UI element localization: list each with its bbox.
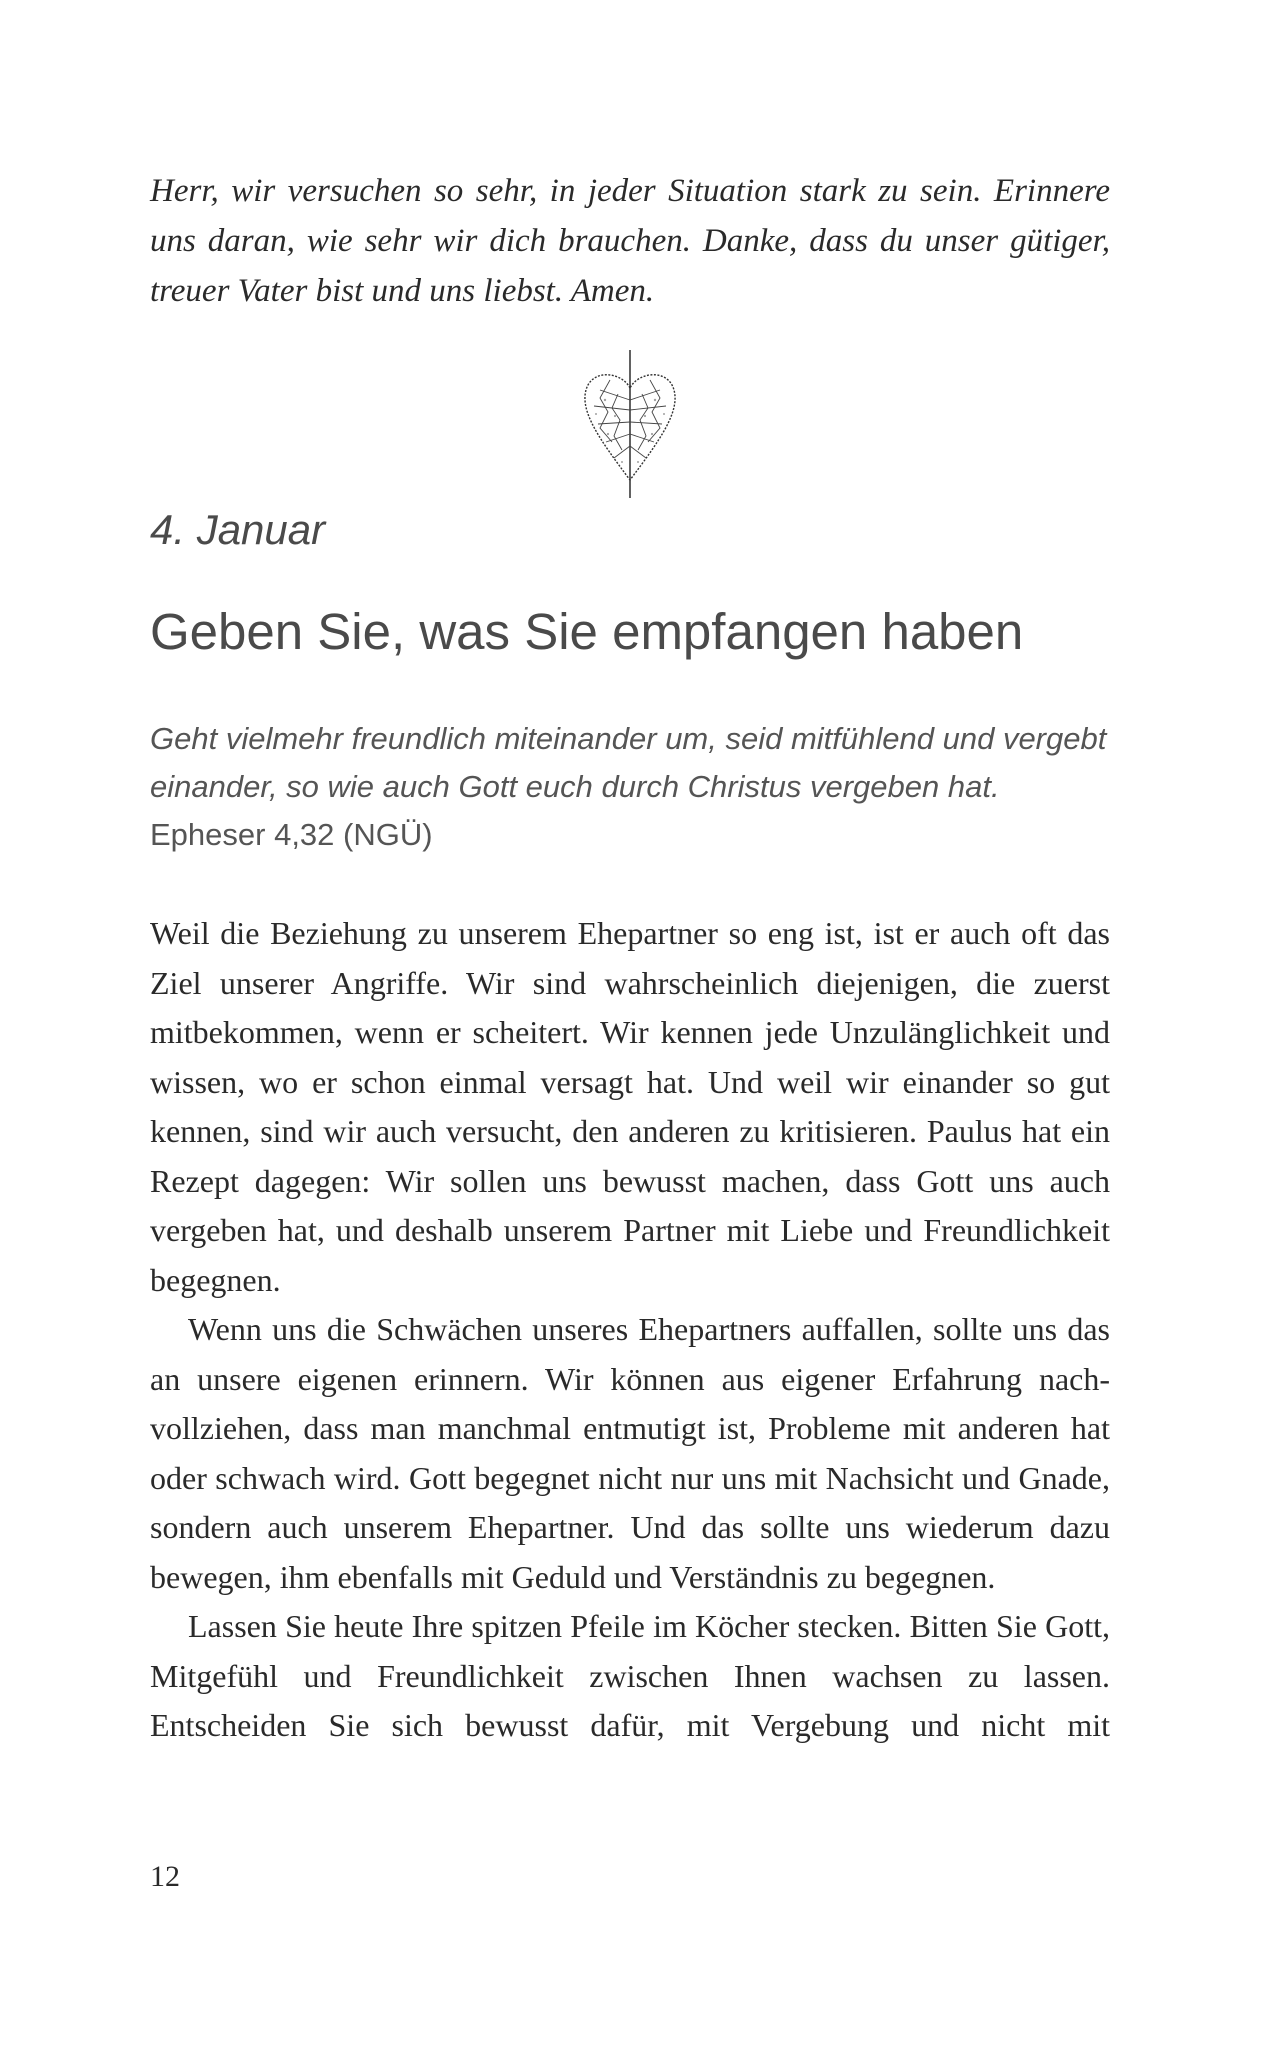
paragraph-1: Weil die Beziehung zu unserem Ehepartner so eng ist, ist er auch oft das Ziel unserer Angriffe. Wir sind wahrscheinlich diejenigen, die zuerst mitbekommen, wenn er scheitert. Wir kennen jede Unzulänglichkeit und wissen, wo er schon einmal versagt hat. Und weil wir einander so gut kennen, sind wir auch versucht, den anderen zu kritisieren. Paulus hat ein Rezept dagegen: Wir sollen uns bewusst machen, dass Gott uns auch vergeben hat, und deshalb unserem Partner mit Liebe und Freundlichkeit begegnen. bbox=[150, 915, 1110, 1298]
closing-prayer bbox=[150, 166, 1110, 316]
devotional-body bbox=[150, 909, 1110, 1751]
entry-date: 4. Januar bbox=[150, 506, 326, 553]
verse-reference: Epheser 4,32 (NGÜ) bbox=[150, 817, 433, 852]
verse-text: Geht vielmehr freundlich miteinander um, seid mitfühlend und vergebt einander, so wie auch Gott euch durch Christus vergeben hat. bbox=[150, 721, 1107, 804]
heart-leaf-icon bbox=[570, 350, 690, 500]
paragraph-3: Lassen Sie heute Ihre spitzen Pfeile im Köcher stecken. Bitten Sie Gott, Mitgefühl und Freundlichkeit zwischen Ihnen wachsen zu lassen. Entscheiden Sie sich bewusst dafür, mit Vergebung und nicht mit bbox=[150, 1608, 1110, 1743]
closing-prayer-text: Herr, wir versuchen so sehr, in jeder Situation stark zu sein. Erinnere uns daran, wie sehr wir dich brauchen. Danke, dass du unser gütiger, treuer Vater bist und uns liebst. Amen. bbox=[150, 173, 1110, 309]
entry-title: Geben Sie, was Sie empfangen haben bbox=[150, 603, 1024, 660]
bible-verse bbox=[150, 715, 1110, 859]
page-number: 12 bbox=[150, 1860, 180, 1893]
paragraph-2: Wenn uns die Schwächen unseres Ehepartners auffallen, sollte uns das an unsere eigenen erinnern. Wir können aus eigener Erfahrung nachvollziehen, dass man manchmal entmutigt ist, Probleme mit anderen hat oder schwach wird. Gott begegnet nicht nur uns mit Nachsicht und Gnade, sondern auch unserem Ehepartner. Und das sollte uns wiederum dazu bewegen, ihm ebenfalls mit Geduld und Verständnis zu begegnen. bbox=[150, 1311, 1110, 1595]
